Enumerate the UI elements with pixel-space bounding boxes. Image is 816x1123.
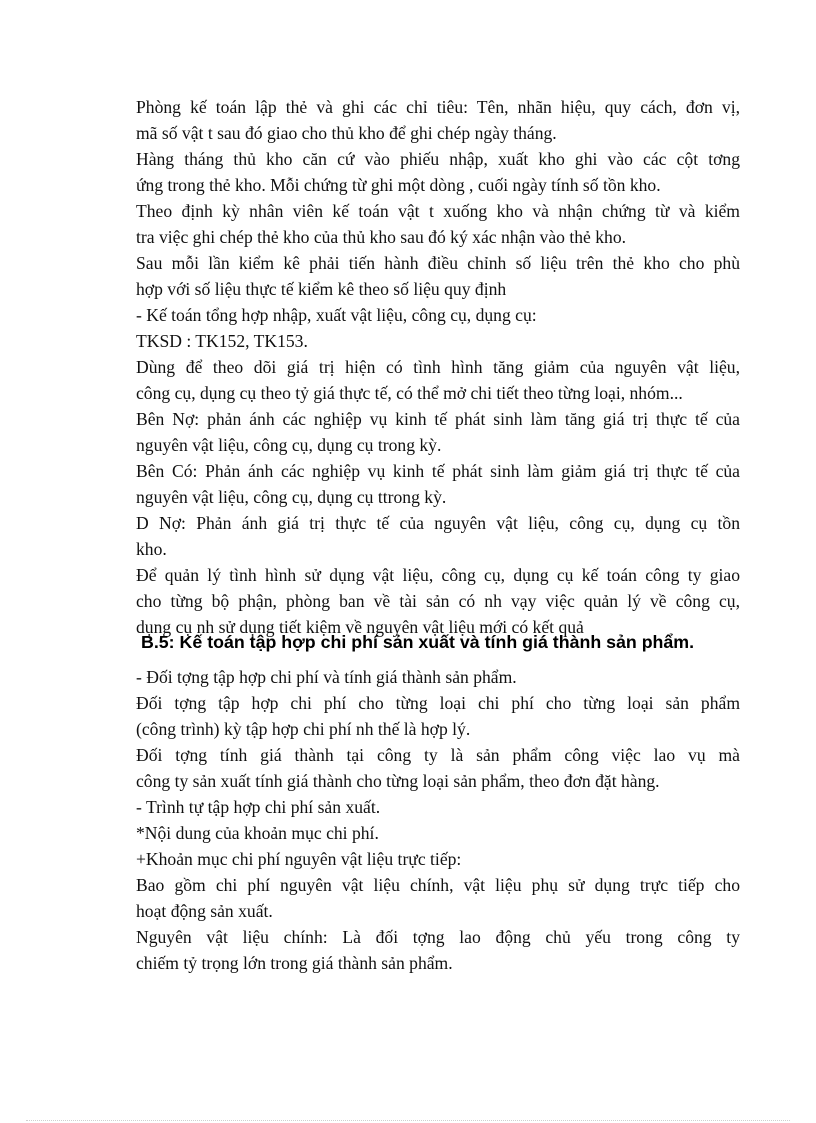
paragraph-line: (công trình) kỳ tập hợp chi phí nh thế là hợp lý. bbox=[136, 719, 471, 739]
paragraph-line: công ty sản xuất tính giá thành cho từng loại sản phẩm, theo đơn đặt hàng. bbox=[136, 771, 660, 791]
paragraph-line: nguyên vật liệu, công cụ, dụng cụ trong kỳ. bbox=[136, 435, 442, 455]
paragraph-line: kho. bbox=[136, 539, 167, 559]
paragraph-line: Nguyên vật liệu chính: Là đối tợng lao động chủ yếu trong công ty bbox=[136, 927, 740, 947]
paragraph-line: D Nợ: Phản ánh giá trị thực tế của nguyên vật liệu, công cụ, dụng cụ tồn bbox=[136, 513, 740, 533]
section-heading: B.5: Kế toán tập hợp chi phí sản xuất và tính giá thành sản phẩm. bbox=[141, 632, 695, 652]
paragraph-line: Dùng để theo dõi giá trị hiện có tình hình tăng giảm của nguyên vật liệu, bbox=[136, 357, 740, 377]
paragraph-line: ứng trong thẻ kho. Mỗi chứng từ ghi một dòng , cuối ngày tính số tồn kho. bbox=[136, 175, 661, 195]
paragraph-line: hoạt động sản xuất. bbox=[136, 901, 273, 921]
paragraph-line: Đối tợng tập hợp chi phí cho từng loại chi phí cho từng loại sản phẩm bbox=[136, 693, 740, 713]
paragraph-line: cho từng bộ phận, phòng ban về tài sản có nh vạy việc quản lý về công cụ, bbox=[136, 591, 740, 611]
paragraph-line: Bao gồm chi phí nguyên vật liệu chính, vật liệu phụ sử dụng trực tiếp cho bbox=[136, 875, 740, 895]
paragraph-line: Phòng kế toán lập thẻ và ghi các chỉ tiêu: Tên, nhãn hiệu, quy cách, đơn vị, bbox=[136, 97, 740, 117]
paragraph-line: Theo định kỳ nhân viên kế toán vật t xuống kho và nhận chứng từ và kiểm bbox=[136, 201, 740, 221]
paragraph-line: - Kế toán tổng hợp nhập, xuất vật liệu, công cụ, dụng cụ: bbox=[136, 305, 537, 325]
paragraph-line: dụng cụ nh sử dụng tiết kiệm về nguyên vật liệu mới có kết quả bbox=[136, 617, 584, 637]
paragraph-line: chiếm tỷ trọng lớn trong giá thành sản phẩm. bbox=[136, 953, 453, 973]
paragraph-line: Bên Có: Phản ánh các nghiệp vụ kinh tế phát sinh làm giảm giá trị thực tế của bbox=[136, 461, 740, 481]
paragraph-line: - Trình tự tập hợp chi phí sản xuất. bbox=[136, 797, 381, 817]
paragraph-line: hợp với số liệu thực tế kiểm kê theo số liệu quy định bbox=[136, 279, 507, 299]
paragraph-line: Bên Nợ: phản ánh các nghiệp vụ kinh tế phát sinh làm tăng giá trị thực tế của bbox=[136, 409, 740, 429]
paragraph-line: *Nội dung của khoản mục chi phí. bbox=[136, 823, 379, 843]
paragraph-line: - Đối tợng tập hợp chi phí và tính giá thành sản phẩm. bbox=[136, 667, 517, 687]
paragraph-line: Đối tợng tính giá thành tại công ty là sản phẩm công việc lao vụ mà bbox=[136, 745, 740, 765]
paragraph-line: công cụ, dụng cụ theo tỷ giá thực tế, có thể mở chi tiết theo từng loại, nhóm... bbox=[136, 383, 683, 403]
paragraph-line: TKSD : TK152, TK153. bbox=[136, 331, 308, 351]
page-bottom-rule bbox=[26, 1120, 790, 1121]
paragraph-line: mã số vật t sau đó giao cho thủ kho để ghi chép ngày tháng. bbox=[136, 123, 557, 143]
paragraph-line: Sau mỗi lần kiểm kê phải tiến hành điều chỉnh số liệu trên thẻ kho cho phù bbox=[136, 253, 740, 273]
paragraph-line: nguyên vật liệu, công cụ, dụng cụ ttrong kỳ. bbox=[136, 487, 447, 507]
paragraph-line: Hàng tháng thủ kho căn cứ vào phiếu nhập, xuất kho ghi vào các cột tơng bbox=[136, 149, 740, 169]
paragraph-line: tra việc ghi chép thẻ kho của thủ kho sau đó ký xác nhận vào thẻ kho. bbox=[136, 227, 627, 247]
paragraph-line: +Khoản mục chi phí nguyên vật liệu trực tiếp: bbox=[136, 849, 462, 869]
paragraph-line: Để quản lý tình hình sử dụng vật liệu, công cụ, dụng cụ kế toán công ty giao bbox=[136, 565, 740, 585]
